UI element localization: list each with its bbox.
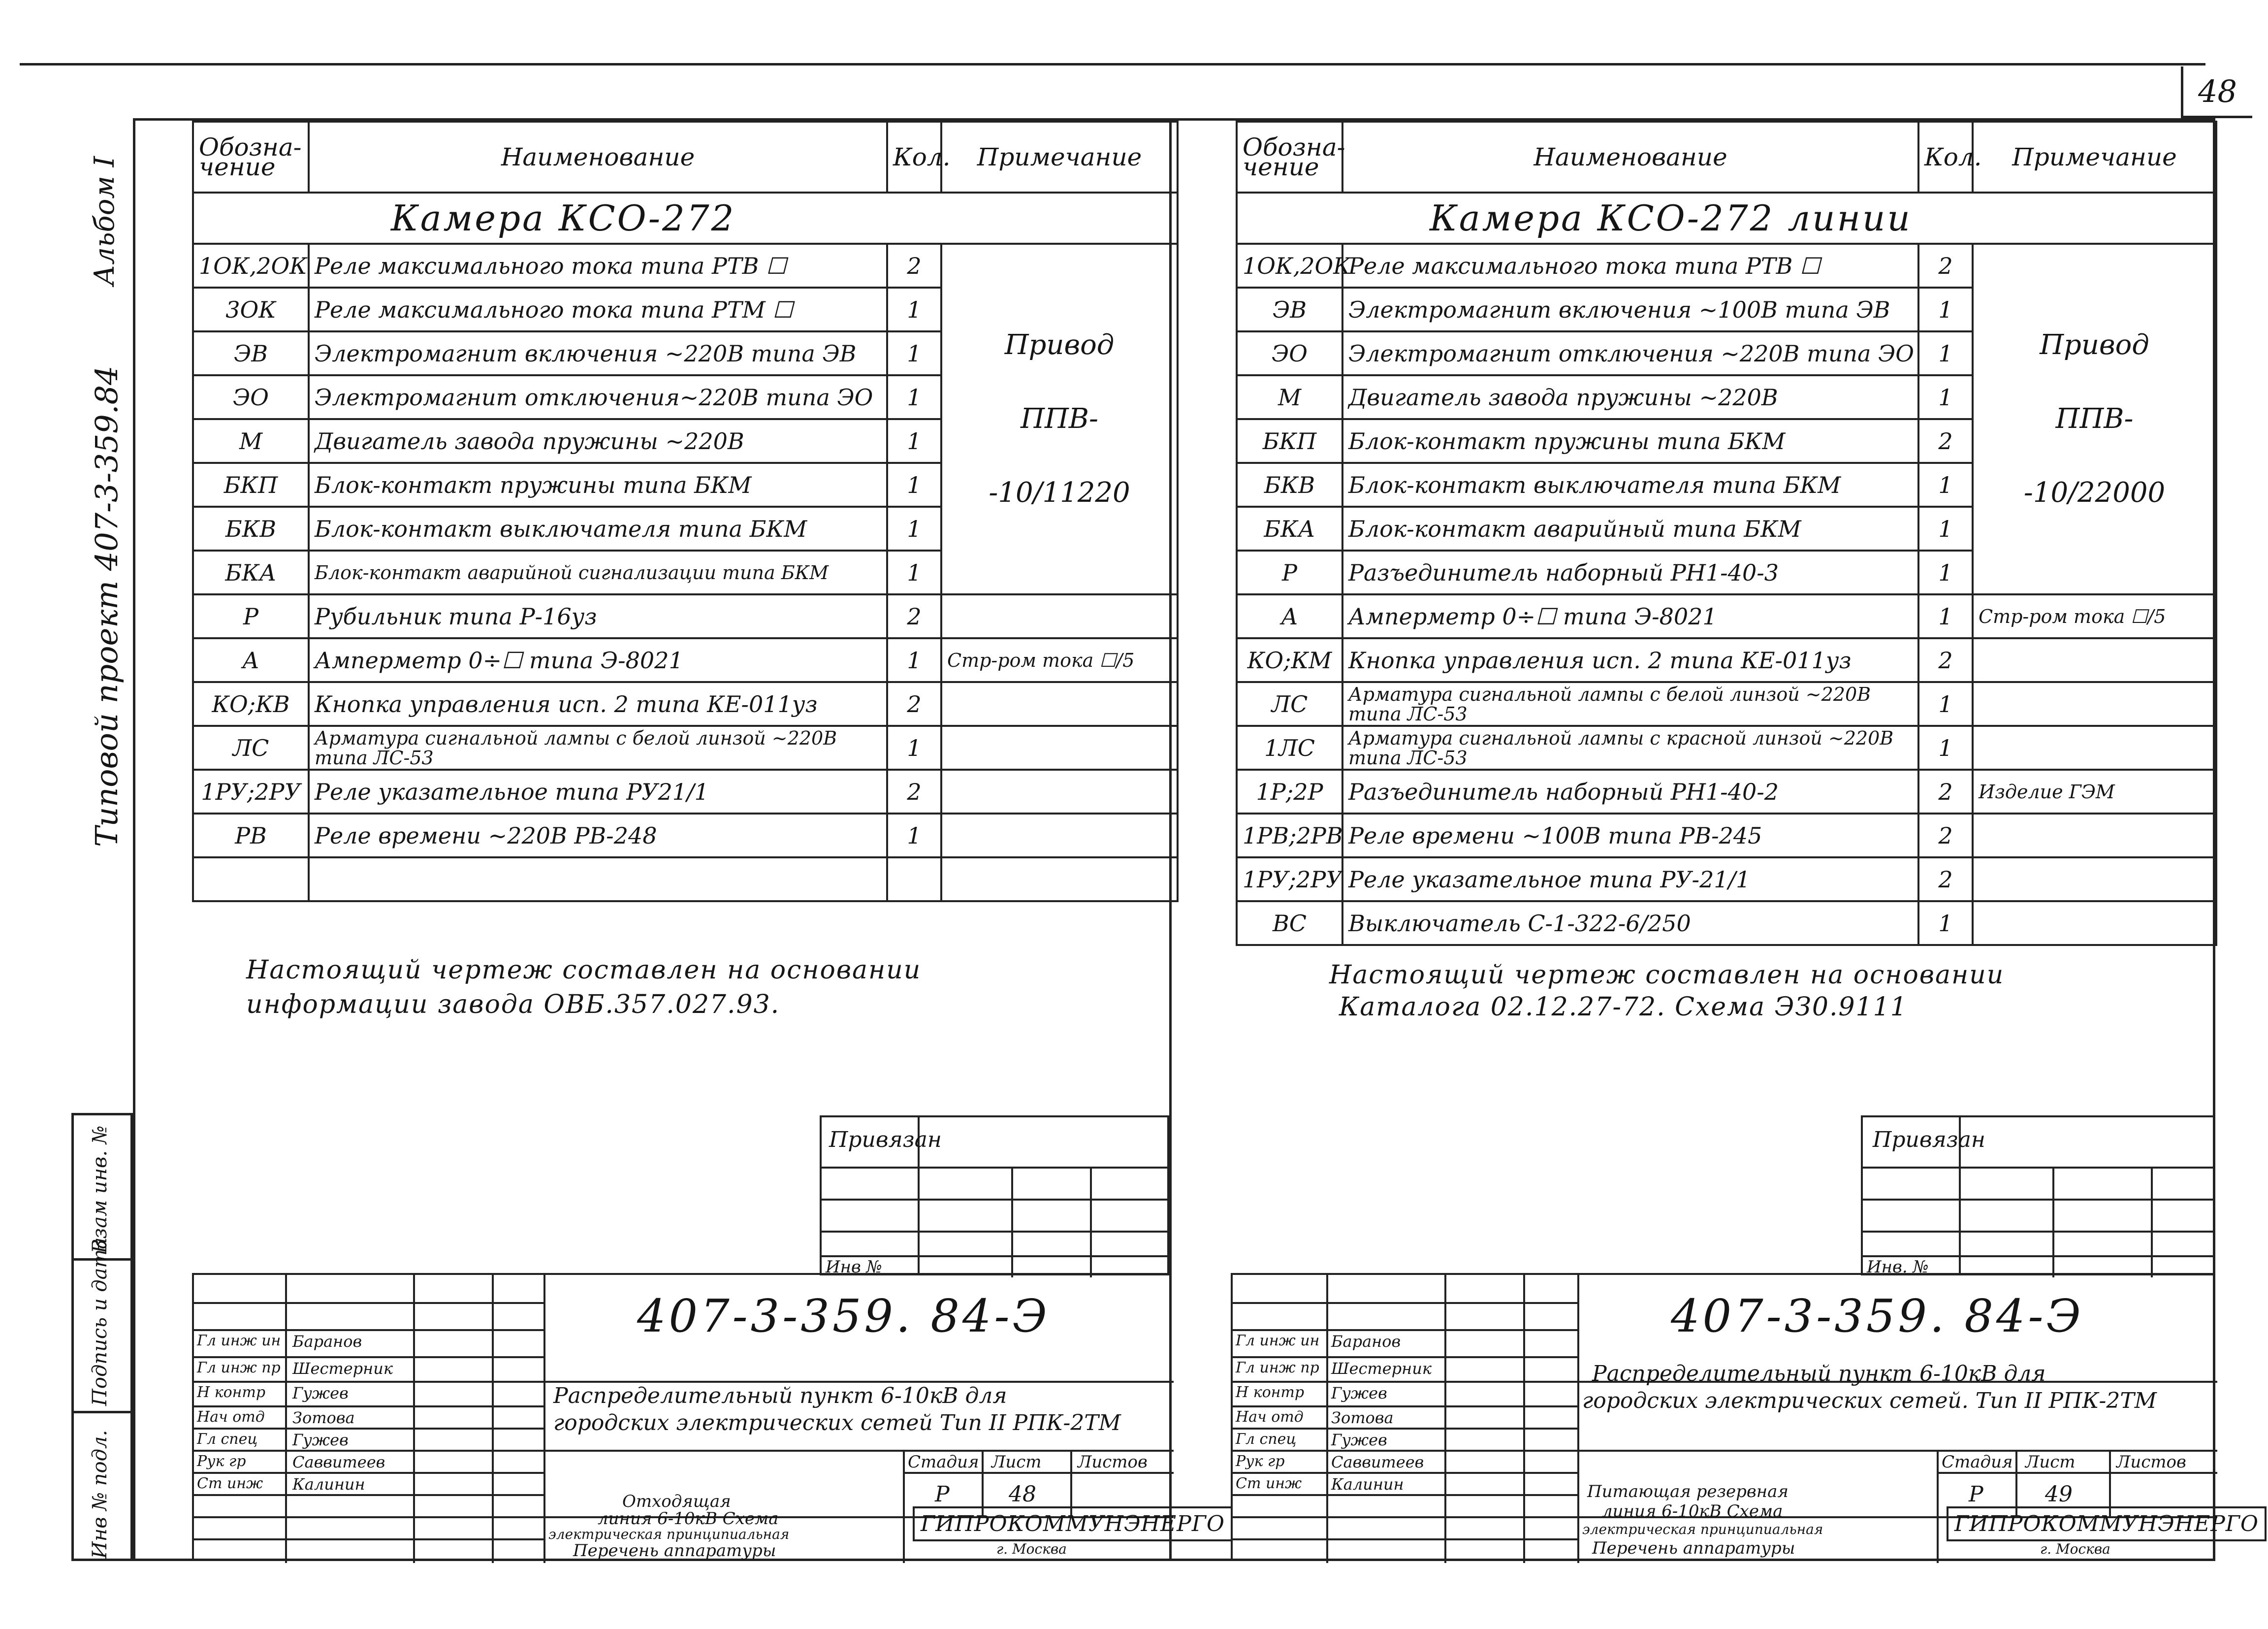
- left-binding-stamp: [820, 1115, 1169, 1275]
- table-row: [1237, 594, 2216, 638]
- header-note: Примечание: [1973, 122, 2216, 193]
- cell-qty: 2: [887, 594, 941, 638]
- cell-code: БКВ: [1237, 463, 1342, 507]
- table-row: [193, 726, 1178, 770]
- left-camera-title: Камера КСО-272: [193, 193, 1178, 244]
- drive-note-line: -10/11220: [989, 477, 1130, 509]
- cell-qty: 1: [887, 288, 941, 331]
- left-footnote-1: Настоящий чертеж составлен на основании: [246, 955, 922, 985]
- signature-name: Зотова: [292, 1408, 355, 1427]
- cell-note: [1973, 901, 2216, 945]
- project-label: Типовой проект 407-3-359.84: [89, 365, 125, 847]
- left-stage-value: Р: [935, 1482, 950, 1507]
- cell-note: Стр-ром тока ☐/5: [941, 638, 1178, 682]
- right-title-block: [1231, 1273, 2259, 1561]
- cell-code: БКП: [1237, 419, 1342, 463]
- right-project-name-1: Распределительный пункт 6-10кВ для: [1592, 1361, 2046, 1386]
- cell-code: ЭО: [1237, 331, 1342, 375]
- cell-qty: 2: [1918, 814, 1973, 857]
- cell-code: ЛС: [1237, 682, 1342, 726]
- cell-note: Изделие ГЭМ: [1973, 770, 2216, 814]
- left-sheet-title-3: электрическая принципиальная: [548, 1526, 790, 1542]
- header-note: Примечание: [941, 122, 1178, 193]
- page-number-box: [2181, 66, 2252, 118]
- right-footnote-2: Каталога 02.12.27-72. Схема ЭЗ0.9111: [1339, 992, 1908, 1022]
- left-sheets-label: Листов: [1078, 1452, 1148, 1472]
- cell-note: [941, 594, 1178, 638]
- cell-name: Реле максимального тока типа РТМ ☐: [309, 288, 887, 331]
- cell-name: Реле максимального тока типа РТВ ☐: [309, 244, 887, 288]
- table-row: [1237, 682, 2216, 726]
- left-footnote-2: информации завода ОВБ.357.027.93.: [246, 990, 780, 1019]
- cell-code: БКП: [193, 463, 309, 507]
- cell-code: ЛС: [193, 726, 309, 770]
- signature-role: Гл инж ин: [197, 1332, 281, 1349]
- left-inv-label: Инв №: [826, 1257, 882, 1277]
- cell-name: Арматура сигнальной лампы с красной линзой ~220В типа ЛС-53: [1342, 726, 1918, 770]
- cell-code: 1ОК,2ОК: [1237, 244, 1342, 288]
- cell-qty: 2: [887, 244, 941, 288]
- cell-qty: 2: [1918, 419, 1973, 463]
- left-doc-number: 407-3-359. 84-Э: [637, 1290, 1050, 1342]
- cell-note: Стр-ром тока ☐/5: [1973, 594, 2216, 638]
- cell-code: 1РУ;2РУ: [193, 770, 309, 814]
- signature-role: Нач отд: [197, 1408, 265, 1426]
- signature-name: Зотова: [1331, 1408, 1394, 1427]
- cell-code: РВ: [193, 814, 309, 857]
- top-border-line: [20, 63, 2205, 65]
- cell-code: 1РУ;2РУ: [1237, 857, 1342, 901]
- drive-note: [941, 244, 1178, 594]
- cell-qty: 1: [887, 726, 941, 770]
- cell-name: Двигатель завода пружины ~220В: [1342, 375, 1918, 419]
- cell-qty: 1: [887, 463, 941, 507]
- left-org-city: г. Москва: [996, 1541, 1067, 1557]
- cell-code: КО;КВ: [193, 682, 309, 726]
- table-row: [1237, 726, 2216, 770]
- right-stage-value: Р: [1969, 1482, 1983, 1507]
- right-binding-title: Привязан: [1873, 1127, 1985, 1152]
- right-sheet-value: 49: [2045, 1482, 2073, 1507]
- cell-name: Реле максимального тока типа РТВ ☐: [1342, 244, 1918, 288]
- cell-name: Блок-контакт аварийный типа БКМ: [1342, 507, 1918, 551]
- side-stamp-box: [71, 1113, 133, 1561]
- cell-qty: 1: [1918, 507, 1973, 551]
- side-label-3: Инв № подл.: [89, 1430, 111, 1559]
- left-sheet-value: 48: [1009, 1482, 1036, 1507]
- cell-code: КО;КМ: [1237, 638, 1342, 682]
- signature-role: Нач отд: [1236, 1408, 1304, 1426]
- table-row: [193, 814, 1178, 857]
- cell-code: БКВ: [193, 507, 309, 551]
- signature-name: Гужев: [292, 1431, 349, 1449]
- left-sheet-title-1: Отходящая: [622, 1492, 731, 1511]
- cell-note: [941, 857, 1178, 901]
- right-binding-stamp: [1861, 1115, 2215, 1275]
- cell-code: 1Р;2Р: [1237, 770, 1342, 814]
- cell-name: Реле указательное типа РУ21/1: [309, 770, 887, 814]
- cell-qty: 2: [1918, 857, 1973, 901]
- cell-name: [309, 857, 887, 901]
- cell-code: А: [193, 638, 309, 682]
- cell-name: Разъединитель наборный РН1-40-2: [1342, 770, 1918, 814]
- left-sheet-label: Лист: [991, 1452, 1042, 1472]
- cell-qty: 2: [1918, 244, 1973, 288]
- cell-code: БКА: [193, 551, 309, 594]
- cell-qty: 1: [887, 507, 941, 551]
- drive-note: [1973, 244, 2216, 594]
- table-row: [193, 682, 1178, 726]
- cell-qty: 2: [1918, 638, 1973, 682]
- cell-code: М: [1237, 375, 1342, 419]
- left-sheet-title-4: Перечень аппаратуры: [573, 1541, 776, 1561]
- left-org-logo: ГИПРОКОММУНЭНЕРГО: [913, 1506, 1233, 1541]
- cell-qty: 2: [1918, 770, 1973, 814]
- cell-note: [1973, 682, 2216, 726]
- signature-name: Баранов: [292, 1332, 362, 1351]
- cell-name: Двигатель завода пружины ~220В: [309, 419, 887, 463]
- cell-name: Кнопка управления исп. 2 типа КЕ-011уз: [309, 682, 887, 726]
- table-row: [193, 244, 1178, 288]
- left-stage-label: Стадия: [908, 1452, 979, 1472]
- right-sheets-label: Листов: [2116, 1452, 2186, 1472]
- cell-code: ЭО: [193, 375, 309, 419]
- cell-code: А: [1237, 594, 1342, 638]
- cell-qty: 1: [1918, 288, 1973, 331]
- right-sheet-label: Лист: [2025, 1452, 2076, 1472]
- cell-qty: 1: [1918, 331, 1973, 375]
- cell-name: Амперметр 0÷☐ типа Э-8021: [1342, 594, 1918, 638]
- cell-qty: 1: [887, 551, 941, 594]
- cell-code: ВС: [1237, 901, 1342, 945]
- cell-code: М: [193, 419, 309, 463]
- cell-name: Разъединитель наборный РН1-40-3: [1342, 551, 1918, 594]
- signature-role: Рук гр: [197, 1453, 246, 1470]
- header-qty: Кол.: [887, 122, 941, 193]
- cell-qty: 1: [1918, 594, 1973, 638]
- drive-note-line: ППВ-: [1021, 403, 1098, 435]
- cell-qty: [887, 857, 941, 901]
- cell-name: Блок-контакт пружины типа БКМ: [309, 463, 887, 507]
- header-name: Наименование: [1342, 122, 1918, 193]
- signature-role: Ст инж: [197, 1475, 263, 1492]
- cell-name: Амперметр 0÷☐ типа Э-8021: [309, 638, 887, 682]
- cell-name: Блок-контакт пружины типа БКМ: [1342, 419, 1918, 463]
- cell-code: ЭВ: [193, 331, 309, 375]
- drive-note-line: -10/22000: [2023, 477, 2166, 509]
- page-number: 48: [2198, 73, 2237, 109]
- cell-name: Реле времени ~100В типа РВ-245: [1342, 814, 1918, 857]
- signature-name: Калинин: [292, 1475, 365, 1494]
- cell-qty: 1: [887, 331, 941, 375]
- right-org-logo: ГИПРОКОММУНЭНЕРГО: [1947, 1506, 2267, 1541]
- cell-code: Р: [193, 594, 309, 638]
- cell-note: [941, 726, 1178, 770]
- right-doc-number: 407-3-359. 84-Э: [1671, 1290, 2084, 1342]
- drive-note-line: ППВ-: [2055, 403, 2134, 435]
- cell-name: Электромагнит включения ~100В типа ЭВ: [1342, 288, 1918, 331]
- signature-role: Гл инж пр: [1236, 1359, 1319, 1376]
- right-camera-title: Камера КСО-272 линии: [1237, 193, 2216, 244]
- cell-note: [1973, 726, 2216, 770]
- signature-role: Н контр: [1236, 1384, 1305, 1401]
- signature-name: Гужев: [1331, 1384, 1387, 1402]
- signature-name: Гужев: [1331, 1431, 1387, 1449]
- cell-name: Блок-контакт выключателя типа БКМ: [1342, 463, 1918, 507]
- signature-name: Калинин: [1331, 1475, 1404, 1494]
- signature-role: Ст инж: [1236, 1475, 1302, 1492]
- header-code: Обозна-чение: [1237, 122, 1342, 193]
- side-label-2: Подпись и дата: [89, 1237, 111, 1406]
- right-sheet-title-4: Перечень аппаратуры: [1592, 1538, 1795, 1558]
- cell-qty: 1: [887, 419, 941, 463]
- drive-note-line: Привод: [1004, 329, 1115, 361]
- cell-note: [1973, 857, 2216, 901]
- right-spec-table: [1236, 121, 2217, 946]
- header-name: Наименование: [309, 122, 887, 193]
- table-row: [1237, 901, 2216, 945]
- cell-qty: 1: [1918, 682, 1973, 726]
- table-row: [193, 638, 1178, 682]
- right-inv-label: Инв. №: [1867, 1257, 1929, 1277]
- cell-name: Рубильник типа Р-16уз: [309, 594, 887, 638]
- right-org-city: г. Москва: [2040, 1541, 2110, 1557]
- cell-qty: 1: [1918, 375, 1973, 419]
- drive-note-line: Привод: [2040, 329, 2149, 361]
- signature-name: Саввитеев: [1331, 1453, 1424, 1471]
- cell-code: 1ОК,2ОК: [193, 244, 309, 288]
- cell-qty: 2: [887, 770, 941, 814]
- table-row: [1237, 244, 2216, 288]
- signature-name: Баранов: [1331, 1332, 1401, 1351]
- signature-role: Гл инж ин: [1236, 1332, 1320, 1349]
- right-sheet-title-2: линия 6-10кВ Схема: [1602, 1501, 1783, 1521]
- cell-code: 1ЛС: [1237, 726, 1342, 770]
- cell-qty: 1: [1918, 726, 1973, 770]
- cell-name: Выключатель С-1-322-6/250: [1342, 901, 1918, 945]
- cell-note: [941, 770, 1178, 814]
- cell-name: Реле указательное типа РУ-21/1: [1342, 857, 1918, 901]
- right-project-name-2: городских электрических сетей. Тип II РПК-2ТМ: [1582, 1388, 2157, 1413]
- signature-role: Гл инж пр: [197, 1359, 281, 1376]
- signature-role: Рук гр: [1236, 1453, 1285, 1470]
- signature-role: Н контр: [197, 1384, 266, 1401]
- cell-qty: 1: [1918, 551, 1973, 594]
- cell-note: [941, 682, 1178, 726]
- album-label: Альбом I: [89, 156, 121, 286]
- right-sheet-title-1: Питающая резервная: [1587, 1482, 1789, 1501]
- left-spec-table: [192, 121, 1179, 902]
- cell-code: 3ОК: [193, 288, 309, 331]
- cell-code: ЭВ: [1237, 288, 1342, 331]
- cell-name: Блок-контакт аварийной сигнализации типа БКМ: [309, 551, 887, 594]
- right-footnote-1: Настоящий чертеж составлен на основании: [1329, 960, 2005, 990]
- signature-name: Саввитеев: [292, 1453, 385, 1471]
- header-qty: Кол.: [1918, 122, 1973, 193]
- cell-qty: 1: [887, 814, 941, 857]
- table-row: [193, 857, 1178, 901]
- cell-name: Электромагнит отключения ~220В типа ЭО: [1342, 331, 1918, 375]
- side-label-1: Взам инв. №: [89, 1125, 111, 1253]
- right-sheet-title-3: электрическая принципиальная: [1582, 1521, 1823, 1537]
- cell-qty: 2: [887, 682, 941, 726]
- cell-note: [1973, 638, 2216, 682]
- left-binding-title: Привязан: [829, 1127, 942, 1152]
- cell-note: [941, 814, 1178, 857]
- left-sheet-title-2: линия 6-10кВ Схема: [598, 1509, 779, 1529]
- table-row: [1237, 857, 2216, 901]
- left-project-name-1: Распределительный пункт 6-10кВ для: [553, 1383, 1007, 1408]
- table-row: [1237, 638, 2216, 682]
- cell-name: Арматура сигнальной лампы с белой линзой ~220В типа ЛС-53: [309, 726, 887, 770]
- signature-name: Шестерник: [292, 1359, 393, 1378]
- cell-code: БКА: [1237, 507, 1342, 551]
- cell-qty: 1: [1918, 901, 1973, 945]
- table-row: [193, 594, 1178, 638]
- cell-code: [193, 857, 309, 901]
- cell-note: [1973, 814, 2216, 857]
- cell-name: Электромагнит отключения~220В типа ЭО: [309, 375, 887, 419]
- cell-qty: 1: [887, 375, 941, 419]
- signature-name: Гужев: [292, 1384, 349, 1402]
- signature-role: Гл спец: [1236, 1431, 1297, 1448]
- left-project-name-2: городских электрических сетей Тип II РПК-2ТМ: [553, 1410, 1121, 1435]
- cell-qty: 1: [1918, 463, 1973, 507]
- header-code: Обозна-чение: [193, 122, 309, 193]
- cell-name: Кнопка управления исп. 2 типа КЕ-011уз: [1342, 638, 1918, 682]
- table-row: [193, 770, 1178, 814]
- signature-name: Шестерник: [1331, 1359, 1432, 1378]
- cell-name: Реле времени ~220В РВ-248: [309, 814, 887, 857]
- cell-code: 1РВ;2РВ: [1237, 814, 1342, 857]
- cell-qty: 1: [887, 638, 941, 682]
- cell-name: Арматура сигнальной лампы с белой линзой ~220В типа ЛС-53: [1342, 682, 1918, 726]
- left-title-block: [192, 1273, 1225, 1561]
- table-row: [1237, 814, 2216, 857]
- table-row: [1237, 770, 2216, 814]
- cell-name: Блок-контакт выключателя типа БКМ: [309, 507, 887, 551]
- cell-name: Электромагнит включения ~220В типа ЭВ: [309, 331, 887, 375]
- right-stage-label: Стадия: [1942, 1452, 2013, 1472]
- signature-role: Гл спец: [197, 1431, 258, 1448]
- cell-code: Р: [1237, 551, 1342, 594]
